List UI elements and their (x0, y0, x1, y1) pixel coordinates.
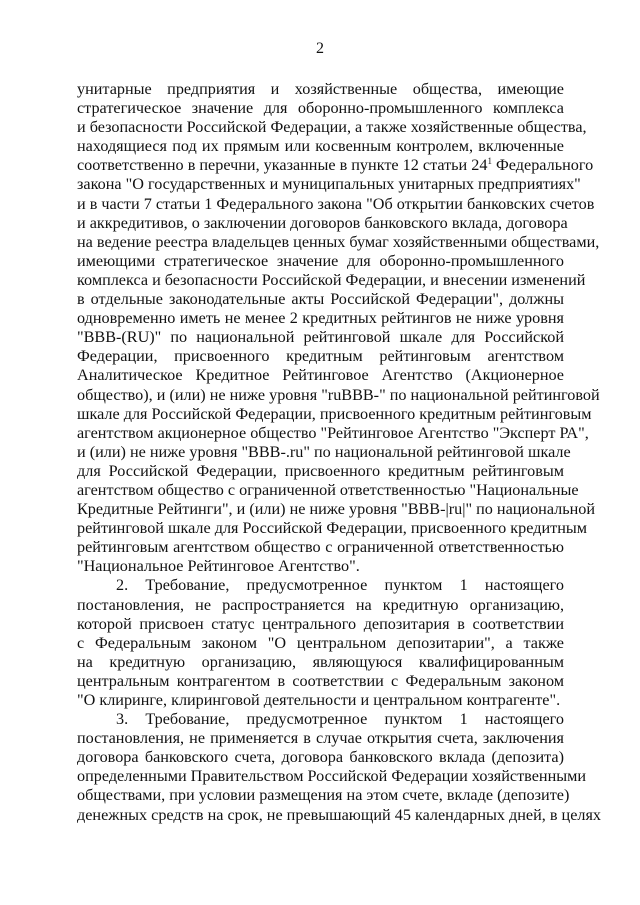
text-line: 2. Требование, предусмотренное пунктом 1 настоящего (116, 576, 564, 595)
text-line: закона "О государственных и муниципальных унитарных предприятиях" (77, 175, 581, 194)
text-line: одновременно иметь не менее 2 кредитных рейтингов не ниже уровня (77, 309, 564, 328)
text-line: и аккредитивов, о заключении договоров банковского вклада, договора (77, 213, 568, 232)
text-line: обществами, при условии размещения на этом счете, вкладе (депозите) (77, 786, 570, 805)
page-number: 2 (316, 40, 324, 57)
text-line: агентством акционерное общество "Рейтинговое Агентство "Эксперт РА", (77, 423, 589, 442)
document-body (77, 80, 602, 825)
text-line: на кредитную организацию, являющуюся квалифицированным (77, 652, 564, 671)
text-line: шкале для Российской Федерации, присвоенного кредитным рейтинговым (77, 404, 592, 423)
text-line: постановления, не применяется в случае открытия счета, заключения (77, 729, 564, 748)
text-line: находящиеся под их прямым или косвенным контролем, включенные (77, 137, 564, 156)
text-line: общество), и (или) не ниже уровня "ruBBB-" по национальной рейтинговой (77, 385, 600, 404)
text-line: имеющими стратегическое значение для оборонно-промышленного (77, 251, 564, 270)
text-line: Федерации, присвоенного кредитным рейтинговым агентством (77, 347, 564, 366)
text-line: в отдельные законодательные акты Российской Федерации", должны (77, 290, 564, 309)
text-line: Аналитическое Кредитное Рейтинговое Агентство (Акционерное (77, 366, 564, 385)
text-line: которой присвоен статус центрального депозитария в соответствии (77, 614, 564, 633)
text-line: 3. Требование, предусмотренное пунктом 1 настоящего (116, 710, 564, 729)
text-line: стратегическое значение для оборонно-промышленного комплекса (77, 99, 564, 118)
text-line: и (или) не ниже уровня "BBB-.ru" по национальной рейтинговой шкале (77, 442, 571, 461)
text-line: для Российской Федерации, присвоенного кредитным рейтинговым (77, 461, 564, 480)
paragraph (77, 80, 600, 576)
text-line: денежных средств на срок, не превышающий 45 календарных дней, в целях (77, 805, 602, 824)
text-line: рейтинговой шкале для Российской Федерации, присвоенного кредитным (77, 519, 587, 538)
text-line: договора банковского счета, договора банковского вклада (депозита) (77, 748, 564, 767)
text-line: "Национальное Рейтинговое Агентство". (77, 557, 360, 576)
text-line: и безопасности Российской Федерации, а также хозяйственные общества, (77, 118, 587, 137)
text-line: унитарные предприятия и хозяйственные общества, имеющие (77, 80, 564, 98)
text-line: на ведение реестра владельцев ценных бумаг хозяйственными обществами, (77, 232, 600, 251)
text-line: агентством общество с ограниченной ответственностью "Национальные (77, 480, 579, 499)
text-line: определенными Правительством Российской Федерации хозяйственными (77, 767, 587, 786)
paragraph (77, 576, 564, 710)
text-line: рейтинговым агентством общество с ограниченной ответственностью (77, 538, 564, 557)
text-line: комплекса и безопасности Российской Федерации, и внесении изменений (77, 270, 586, 289)
paragraph (77, 710, 602, 825)
text-line: "О клиринге, клиринговой деятельности и центральном контрагенте". (77, 691, 561, 709)
text-line: с Федеральным законом "О центральном депозитарии", а также (77, 633, 564, 652)
text-line: постановления, не распространяется на кредитную организацию, (77, 595, 564, 614)
text-line: Кредитные Рейтинги", и (или) не ниже уровня "BBB-|ru|" по национальной (77, 500, 596, 519)
text-line: и в части 7 статьи 1 Федерального закона "Об открытии банковских счетов (77, 194, 595, 213)
text-line: соответственно в перечни, указанные в пункте 12 статьи $24^1$ Федерального (77, 156, 594, 175)
text-line: центральным контрагентом в соответствии с Федеральным законом (77, 671, 564, 690)
text-line: "BBB-(RU)" по национальной рейтинговой шкале для Российской (77, 328, 564, 347)
